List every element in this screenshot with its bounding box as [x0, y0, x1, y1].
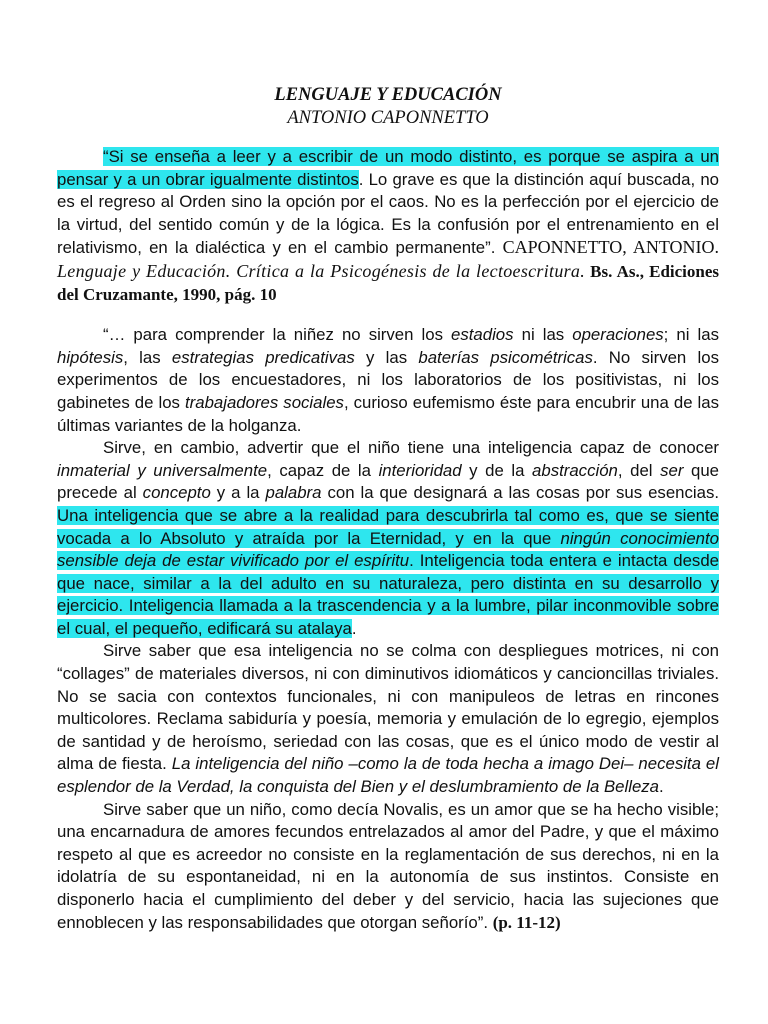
italic-term: concepto: [142, 483, 211, 503]
italic-term: ser: [660, 460, 684, 480]
highlighted-text: [57, 506, 719, 638]
text-run: .: [659, 777, 664, 797]
italic-term: baterías psicométricas: [418, 347, 593, 367]
text-run: ; ni las: [663, 325, 719, 345]
text-run: “… para comprender la niñez no sirven los: [103, 325, 452, 345]
italic-term: inmaterial y universalmente: [57, 460, 268, 480]
text-run: con la que designará a las cosas por sus esencias.: [321, 483, 719, 503]
text-run: Sirve, en cambio, advertir que el niño tiene una inteligencia capaz de conocer: [103, 438, 719, 458]
text-run: . Inteligencia toda entera e intacta desde que nace, similar a la del adulto en su naturaleza, pero distinta en su desarrollo y ejercicio. Inteligencia llamada a la trascendencia y a la lumbre, pilar inconmovible sobre el cual, el pequeño, edificará su atalaya: [57, 551, 719, 638]
italic-term: abstracción: [532, 460, 618, 480]
paragraph-1: [57, 146, 719, 306]
highlighted-text: “Si se enseña a leer y a escribir de un modo distinto, es porque se aspira a un pensar y a un obrar igualmente distintos: [57, 147, 719, 189]
italic-term: interioridad: [378, 460, 462, 480]
text-run: que precede al: [57, 460, 719, 503]
italic-term: trabajadores sociales: [184, 392, 344, 412]
text-run: y las: [354, 347, 419, 367]
italic-term: hipótesis: [57, 347, 124, 367]
document-page: [57, 84, 719, 934]
text-run: Sirve saber que un niño, como decía Novalis, es un amor que se ha hecho visible; una encarnadura de amores fecundos entrelazados al amor del Padre, y que el máximo respeto al que es acreedor no consiste en la reglamentación de sus derechos, ni en la idolatría de su espontaneidad, ni en la autonomía de sus instintos. Consiste en disponerlo hacia el cumplimiento del deber y del servicio, hacia las sujeciones que ennoblecen y las responsabilidades que otorgan señorío”.: [57, 799, 719, 932]
spacer: [57, 306, 719, 324]
italic-term: estrategias predicativas: [171, 347, 355, 367]
paragraph-5: [57, 799, 719, 935]
text-run: ni las: [513, 325, 573, 345]
document-title: LENGUAJE Y EDUCACIÓN: [274, 85, 502, 105]
text-run: , del: [617, 460, 661, 480]
text-run: . No sirven los experimentos de los encuestadores, ni los laboratorios de los positivistas, ni los gabinetes de los: [57, 347, 719, 412]
page-reference: (p. 11-12): [492, 912, 561, 932]
italic-sentence: La inteligencia del niño –como la de toda hecha a imago Dei– necesita el esplendor de la Verdad, la conquista del Bien y el deslumbramiento de la Belleza: [57, 754, 719, 797]
paragraph-2: [57, 324, 719, 437]
text-run: , las: [123, 347, 172, 367]
text-run: Una inteligencia que se abre a la realidad para descubrirla tal como es, que se siente vocada a lo Absoluto y atraída por la Eternidad, y en la que: [57, 505, 719, 548]
text-run: .: [351, 618, 357, 638]
italic-term: estadios: [451, 325, 514, 345]
paragraph-4: [57, 640, 719, 798]
italic-term: palabra: [265, 483, 322, 503]
text-run: y de la: [461, 460, 533, 480]
citation-author: CAPONNETTO, ANTONIO.: [502, 237, 719, 258]
citation-publisher: Bs. As., Ediciones del Cruzamante, 1990, pág. 10: [57, 261, 720, 304]
text-run: Sirve saber que esa inteligencia no se colma con despliegues motrices, ni con “collages” de materiales diversos, ni con diminutivos idiomáticos y cancioncillas triviales. No se sacia con contextos funcionales, ni con manipuleos de letras en rincones multicolores. Reclama sabiduría y poesía, memoria y emulación de lo egregio, ejemplos de santidad y de heroísmo, seriedad con las cosas, que es el único modo de vestir al alma de fiesta.: [57, 641, 719, 774]
paragraph-text: . Lo grave es que la distinción aquí buscada, no es el regreso al Orden sino la opción por el caos. No es la perfección por el ejercicio de la virtud, del sentido común y de la lógica. Es la confusión por el entrenamiento en el relativismo, en la dialéctica y en el cambio permanente”.: [57, 169, 719, 258]
document-author: ANTONIO CAPONNETTO: [287, 108, 489, 128]
text-run: y a la: [210, 483, 266, 503]
italic-term: ningún conocimiento sensible deja de estar vivificado por el espíritu: [57, 528, 719, 571]
text-run: , capaz de la: [267, 460, 379, 480]
citation-work: Lenguaje y Educación. Crítica a la Psicogénesis de la lectoescritura.: [57, 260, 586, 281]
text-run: , curioso eufemismo éste para encubrir una de las últimas variantes de la holganza.: [57, 392, 720, 435]
italic-term: operaciones: [572, 325, 664, 345]
paragraph-3: [57, 437, 719, 640]
